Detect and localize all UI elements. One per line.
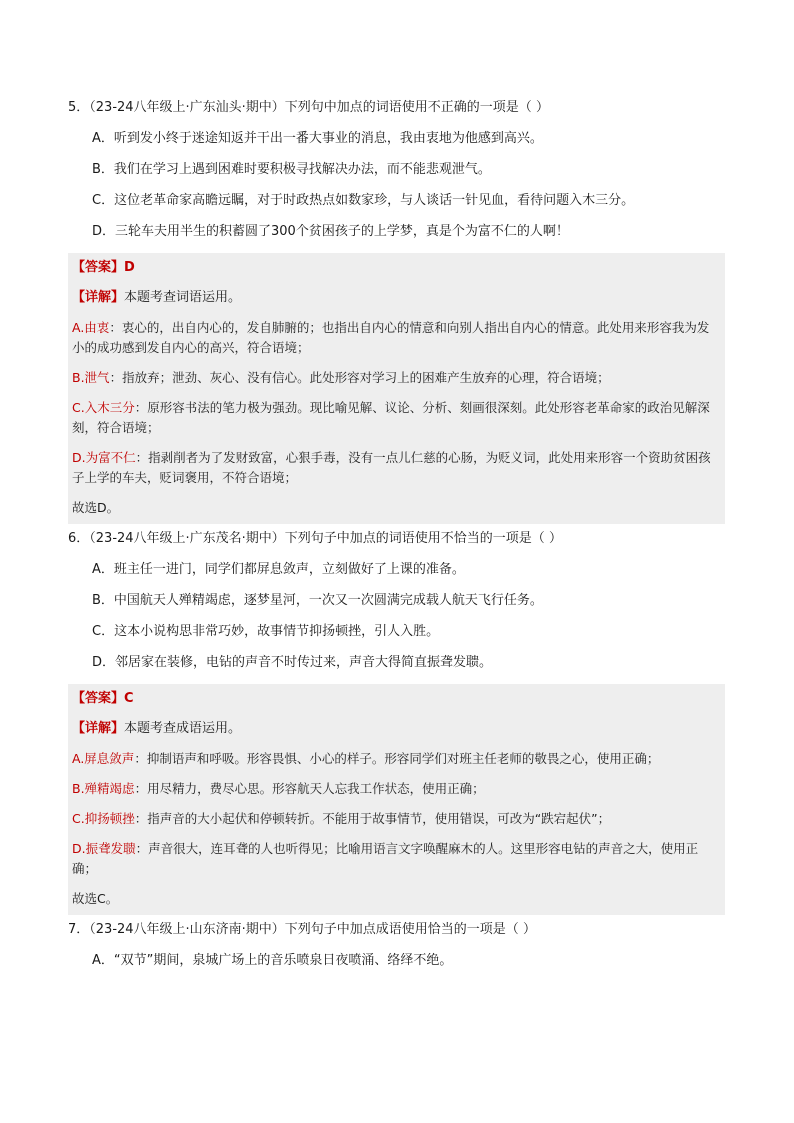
answer-label: 【答案】	[72, 691, 125, 706]
question-7-stem: 7．（23-24八年级上·山东济南·期中）下列句子中加点成语使用恰当的一项是（ ）	[68, 922, 536, 937]
question-5-option-b: B．我们在学习上遇到困难时要积极寻找解决办法，而不能悲观泄气。	[92, 162, 491, 177]
question-6-option-c: C．这本小说构思非常巧妙，故事情节抑扬顿挫，引人入胜。	[92, 624, 440, 639]
question-6-detail-a: A.屏息敛声：抑制语声和呼吸。形容畏惧、小心的样子。形容同学们对班主任老师的敬畏之心，使用正确；	[72, 751, 660, 766]
answer-value: D	[124, 260, 135, 275]
question-5-detail-c: C.入木三分：原形容书法的笔力极为强劲。现比喻见解、议论、分析、刻画很深刻。此处形容老革命家的政治见解深刻，符合语境；	[72, 400, 710, 435]
document-content	[68, 98, 725, 982]
question-6-conclusion: 故选C。	[72, 891, 119, 906]
detail-label: 【详解】	[72, 290, 125, 305]
question-5-option-c: C．这位老革命家高瞻远瞩，对于时政热点如数家珍，与人谈话一针见血，看待问题入木三分。	[92, 193, 635, 208]
question-5-detail-intro	[72, 288, 721, 308]
question-5-option-d: D．三轮车夫用半生的积蓄圆了300个贫困孩子的上学梦，真是个为富不仁的人啊！	[92, 224, 569, 239]
question-6-option-d: D．邻居家在装修，电钻的声音不时传过来，声音大得简直振聋发聩。	[92, 655, 493, 670]
question-5-conclusion: 故选D。	[72, 500, 120, 515]
question-5-detail-d: D.为富不仁：指剥削者为了发财致富，心狠手毒，没有一点儿仁慈的心肠，为贬义词，此处用来形容一个资助贫困孩子上学的车夫，贬词褒用，不符合语境；	[72, 450, 711, 485]
question-6-stem: 6．（23-24八年级上·广东茂名·期中）下列句子中加点的词语使用不恰当的一项是（ ）	[68, 531, 562, 546]
question-5-detail-a: A.由衷：衷心的，出自内心的，发自肺腑的；也指出自内心的情意和向别人指出自内心的情意。此处用来形容我为发小的成功感到发自内心的高兴，符合语境；	[72, 320, 710, 355]
question-6-answer-box	[68, 684, 725, 915]
question-6-detail-intro	[72, 719, 721, 739]
detail-intro-text: 本题考查词语运用。	[124, 290, 242, 305]
question-6-option-a: A．班主任一进门，同学们都屏息敛声，立刻做好了上课的准备。	[92, 562, 465, 577]
answer-label: 【答案】	[72, 260, 125, 275]
answer-value: C	[124, 691, 134, 706]
question-5-stem: 5．（23-24八年级上·广东汕头·期中）下列句中加点的词语使用不正确的一项是（ ）	[68, 100, 549, 115]
question-5-detail-b: B.泄气：指放弃；泄劲、灰心、没有信心。此处形容对学习上的困难产生放弃的心理，符合语境；	[72, 370, 610, 385]
question-5-option-a: A．听到发小终于迷途知返并干出一番大事业的消息，我由衷地为他感到高兴。	[92, 131, 543, 146]
question-6-answer	[72, 689, 721, 709]
question-6-option-b: B．中国航天人殚精竭虑，逐梦星河，一次又一次圆满完成载人航天飞行任务。	[92, 593, 543, 608]
question-6-detail-d: D.振聋发聩：声音很大，连耳聋的人也听得见；比喻用语言文字唤醒麻木的人。这里形容电钻的声音之大，使用正确；	[72, 841, 699, 876]
question-6-detail-b: B.殚精竭虑：用尽精力，费尽心思。形容航天人忘我工作状态，使用正确；	[72, 781, 485, 796]
detail-label: 【详解】	[72, 721, 125, 736]
question-7-option-a: A．“双节”期间，泉城广场上的音乐喷泉日夜喷涌、络绎不绝。	[92, 953, 453, 968]
question-5-answer	[72, 258, 721, 278]
detail-intro-text: 本题考查成语运用。	[124, 721, 242, 736]
question-5-answer-box	[68, 253, 725, 524]
question-6-detail-c: C.抑扬顿挫：指声音的大小起伏和停顿转折。不能用于故事情节，使用错误，可改为“跌宕起伏”；	[72, 811, 611, 826]
